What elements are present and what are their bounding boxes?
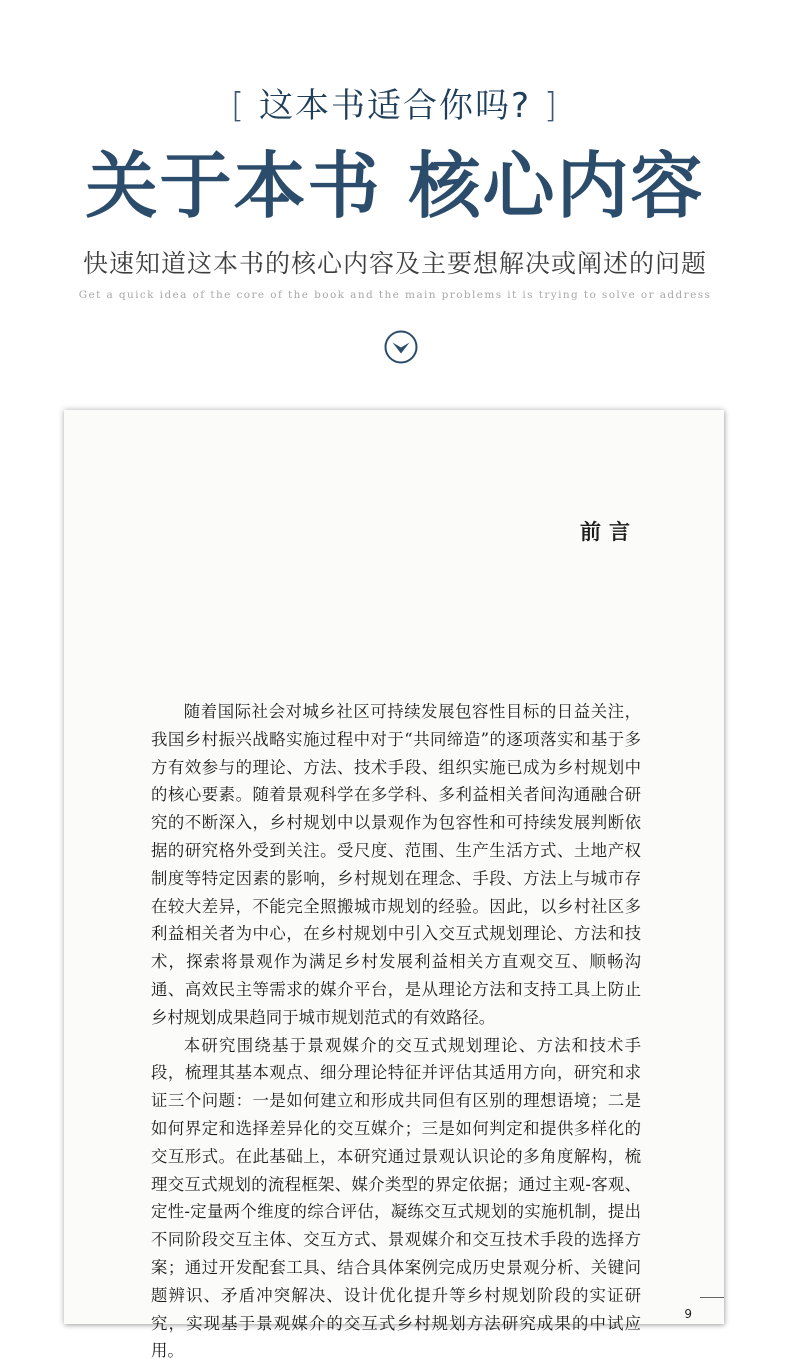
- preface-body: [151, 698, 641, 1365]
- preface-title: 前言: [580, 519, 638, 544]
- bracket-right: ]: [543, 86, 560, 126]
- paragraph: 本研究围绕基于景观媒介的交互式规划理论、方法和技术手段，梳理其基本观点、细分理论特征并评估其适用方向，研究和求证三个问题：一是如何建立和形成共同但有区别的理想语境；二是如何界定和选择差异化的交互媒介；三是如何判定和提供多样化的交互形式。在此基础上，本研究通过景观认识论的多角度解构，梳理交互式规划的流程框架、媒介类型的界定依据；通过主观-客观、定性-定量两个维度的综合评估，凝练交互式规划的实施机制，提出不同阶段交互主体、交互方式、景观媒介和交互技术手段的选择方案；通过开发配套工具、结合具体案例完成历史景观分析、关键问题辨识、矛盾冲突解决、设计优化提升等乡村规划阶段的实证研究，实现基于景观媒介的交互式乡村规划方法研究成果的中试应用。: [151, 1035, 641, 1361]
- subtitle-chinese: 快速知道这本书的核心内容及主要想解决或阐述的问题: [82, 249, 707, 278]
- bracket-left: [: [230, 86, 247, 126]
- header: [0, 0, 790, 400]
- chevron-down-circle-icon: [384, 330, 418, 364]
- page-number: 9: [684, 1307, 692, 1321]
- page-number-rule: [700, 1297, 724, 1298]
- question-text: 这本书适合你吗?: [258, 86, 532, 126]
- book-page: [64, 410, 724, 1361]
- paragraph: 随着国际社会对城乡社区可持续发展包容性目标的日益关注，我国乡村振兴战略实施过程中对于“共同缔造”的逐项落实和基于多方有效参与的理论、方法、技术手段、组织实施已成为乡村规划中的核心要素。随着景观科学在多学科、多利益相关者间沟通融合研究的不断深入，乡村规划中以景观作为包容性和可持续发展判断依据的研究格外受到关注。受尺度、范围、生产生活方式、土地产权制度等特定因素的影响，乡村规划在理念、手段、方法上与城市存在较大差异，不能完全照搬城市规划的经验。因此，以乡村社区多利益相关者为中心，在乡村规划中引入交互式规划理论、方法和技术，探索将景观作为满足乡村发展利益相关方直观交互、顺畅沟通、高效民主等需求的媒介平台，是从理论方法和支持工具上防止乡村规划成果趋同于城市规划范式的有效路径。: [151, 702, 641, 1027]
- subtitle-english: Get a quick idea of the core of the book and the main problems it is trying to solve or address: [78, 289, 712, 301]
- main-title: 关于本书 核心内容: [85, 143, 705, 228]
- question-heading: [0, 78, 790, 127]
